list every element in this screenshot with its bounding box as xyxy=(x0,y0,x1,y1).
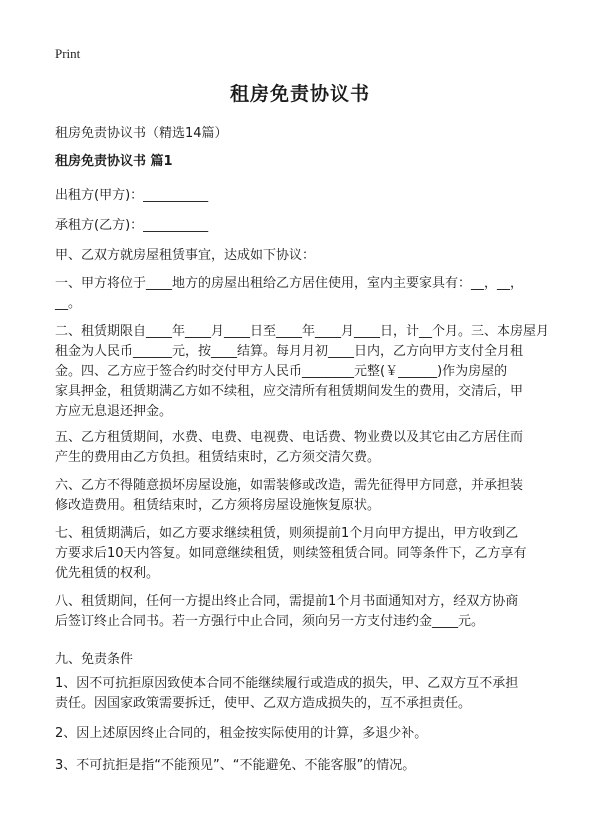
clause-2 xyxy=(55,322,550,422)
clause-1-line: 一、甲方将位于____地方的房屋出租给乙方居住使用，室内主要家具有：__，__， xyxy=(55,276,524,291)
clause-7-line: 优先租赁的权利。 xyxy=(55,566,160,581)
clause-7-line: 七、租赁期满后，如乙方要求继续租赁，则须提前1个月向甲方提出，甲方收到乙 xyxy=(55,526,519,541)
clause-9-1-line: 1、因不可抗拒原因致使本合同不能继续履行或造成的损失，甲、乙双方互不承担 xyxy=(55,676,519,691)
clause-9-2: 2、因上述原因终止合同的，租金按实际使用的计算，多退少补。 xyxy=(55,726,428,741)
clause-8-line: 八、租赁期间，任何一方提出终止合同，需提前1个月书面通知对方，经双方协商 xyxy=(55,594,519,609)
clause-9-3: 3、不可抗拒是指“不能预见”、“不能避免、不能客服”的情况。 xyxy=(55,758,416,773)
intro-line: 甲、乙双方就房屋租赁事宜，达成如下协议： xyxy=(55,248,316,263)
clause-6-line: 六、乙方不得随意损坏房屋设施，如需装修或改造，需先征得甲方同意，并承担装 xyxy=(55,478,524,493)
clause-9-1 xyxy=(55,674,547,714)
document-title: 租房免责协议书 xyxy=(229,83,370,105)
clause-6-line: 修改造费用。租赁结束时，乙方须将房屋设施恢复原状。 xyxy=(55,498,381,513)
clause-5-line: 五、乙方租赁期间，水费、电费、电视费、电话费、物业费以及其它由乙方居住而 xyxy=(55,430,524,445)
clause-2-line: 家具押金，租赁期满乙方如不续租，应交清所有租赁期间发生的费用，交清后，甲 xyxy=(55,384,524,399)
clause-2-line: 二、租赁期限自____年____月____日至____年____月____日，计__个月。三、本房屋月 xyxy=(55,324,550,339)
document-subtitle: 租房免责协议书（精选14篇） xyxy=(55,126,228,141)
lessor-line: 出租方(甲方)：__________ xyxy=(55,188,209,203)
clause-5 xyxy=(55,428,547,468)
clause-2-line: 租金为人民币______元，按____结算。每月月初____日内，乙方向甲方支付全月租 xyxy=(55,344,524,359)
clause-8 xyxy=(55,592,547,632)
clause-2-line: 方应无息退还押金。 xyxy=(55,404,173,419)
clause-6 xyxy=(55,476,547,516)
section-heading: 租房免责协议书 篇1 xyxy=(55,154,173,169)
clause-5-line: 产生的费用由乙方负担。租赁结束时，乙方须交清欠费。 xyxy=(55,450,381,465)
clause-8-line: 后签订终止合同书。若一方强行中止合同，须向另一方支付违约金____元。 xyxy=(55,614,485,629)
clause-9-1-line: 责任。因国家政策需要拆迁，使甲、乙双方造成损失的，互不承担责任。 xyxy=(55,696,472,711)
print-label[interactable]: Print xyxy=(55,46,81,61)
clause-2-line: 金。四、乙方应于签合约时交付甲方人民币________元整(￥______)作为房屋的 xyxy=(55,364,508,379)
clause-9-heading: 九、免责条件 xyxy=(55,652,134,667)
lessee-line: 承租方(乙方)：__________ xyxy=(55,218,209,233)
clause-7 xyxy=(55,524,547,584)
clause-1-line: __。 xyxy=(55,296,82,311)
clause-7-line: 方要求后10天内答复。如同意继续租赁，则续签租赁合同。同等条件下，乙方享有 xyxy=(55,546,527,561)
clause-1 xyxy=(55,274,547,314)
